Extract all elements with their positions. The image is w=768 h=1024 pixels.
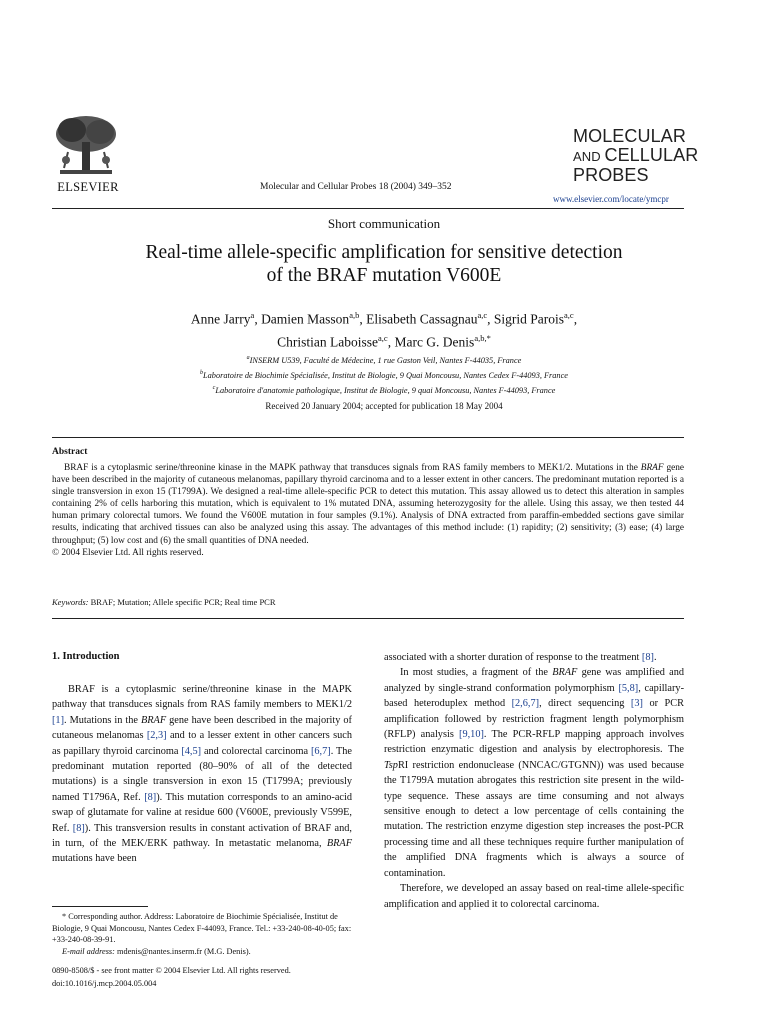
affiliation-item: $^c$Laboratoire d'anatomie pathologique, Institut de Biologie, 9 quai Moncousu, Nantes F-44093, France <box>212 384 556 395</box>
citation-link[interactable]: [8] <box>641 652 654 663</box>
article-title: Real-time allele-specific amplification for sensitive detection of the BRAF mutation V600E <box>145 242 623 286</box>
corresponding-author-footnote: * Corresponding author. Address: Laboratoire de Biochimie Spécialisée, Institut de Biologie, 9 Quai Moncousu, Nantes Cedex F-44093, France. Tel.: +33-240-08-40-05; fax: +33-240-08-39-91. E-mail address: mdenis@nantes.inserm.fr (M.G. Denis). <box>52 912 352 956</box>
right-column-body: associated with a shorter duration of response to the treatment [8]. In most studies, a fragment of the BRAF gene was amplified and analyzed by single-strand conformation polymorphism [5,8], capillary-based heteroduplex method [2,6,7], direct sequencing [3] or PCR amplification followed by restriction fragment length polymorphism (RFLP) analysis [9,10]. The PCR-RFLP mapping approach involves restriction enzymatic digestion and analysis by electrophoresis. The TspRI restriction endonuclease (NNCAC/GTGNN)) was used because the T1799A mutation abrogates this restriction site present in the wild-type sequence. These assays are time consuming and not always sensitive enough to detect a low percentage of cells containing the mutation. The restriction enzyme digestion step increases the post-PCR processing time and all these techniques require further manipulation of the amplified DNA fragments which is always a source of contamination. Therefore, we developed an assay based on real-time allele-specific amplification and applied it to colorectal carcinoma. <box>384 652 684 910</box>
author-name: Sigrid Parois <box>493 311 565 327</box>
citation-link[interactable]: [8] <box>144 791 157 803</box>
received-dates: Received 20 January 2004; accepted for publication 18 May 2004 <box>265 401 503 411</box>
journal-name-line3: PROBES <box>573 165 649 185</box>
journal-logo <box>573 127 698 185</box>
footnote-divider <box>52 906 148 907</box>
copyright: © 2004 Elsevier Ltd. All rights reserved. <box>52 547 204 558</box>
abstract-heading: Abstract <box>52 447 88 457</box>
doi-line[interactable]: doi:10.1016/j.mcp.2004.05.004 <box>52 979 157 988</box>
section-type: Short communication <box>327 216 441 231</box>
section-heading-introduction: 1. Introduction <box>52 651 120 662</box>
publisher-name: ELSEVIER <box>57 180 119 194</box>
journal-url-link[interactable]: www.elsevier.com/locate/ymcpr <box>553 194 669 204</box>
citation-link[interactable]: [2,6,7] <box>511 698 540 710</box>
author-name: Christian Laboisse <box>277 334 379 349</box>
issn-line: 0890-8508/$ - see front matter © 2004 Elsevier Ltd. All rights reserved. <box>52 966 291 975</box>
front-matter-info <box>52 964 291 990</box>
citation-link[interactable]: [9,10] <box>459 729 484 741</box>
email-link[interactable]: mdenis@nantes.inserm.fr (M.G. Denis). <box>114 946 251 956</box>
citation-link[interactable]: [4,5] <box>181 745 202 757</box>
citation-link[interactable]: [8] <box>72 822 85 834</box>
citation-link[interactable]: [1] <box>52 714 65 726</box>
citation-link[interactable]: [5,8] <box>618 682 639 694</box>
abstract-top-divider <box>52 437 684 438</box>
keywords: Keywords: BRAF; Mutation; Allele specific PCR; Real time PCR <box>52 597 276 607</box>
affiliation-item: $^a$INSERM U539, Faculté de Médecine, 1 rue Gaston Veil, Nantes F-44035, France <box>246 355 522 365</box>
citation-link[interactable]: [3] <box>630 698 643 710</box>
affiliations <box>60 352 708 396</box>
citation-link[interactable]: [6,7] <box>310 745 331 757</box>
affiliation-item: $^b$Laboratoire de Biochimie Spécialisée, Institut de Biologie, 9 Quai Moncousu, Nantes Cedex F-44093, France <box>200 369 568 380</box>
journal-name-line2: AND CELLULAR <box>573 145 699 165</box>
journal-citation: Molecular and Cellular Probes 18 (2004) 349–352 <box>260 182 452 192</box>
citation-link[interactable]: [2,3] <box>146 730 167 742</box>
abstract-bottom-divider <box>52 618 684 619</box>
abstract-text: BRAF is a cytoplasmic serine/threonine kinase in the MAPK pathway that transduces signals from RAS family members to MEK1/2. Mutations in the BRAF gene have been described in the majority of cutaneous melanomas, papillary thyroid carcinoma and to a lesser extent in other cancers. The predominant mutation reported is a single transversion in exon 15 (T1799A). We designed a real-time allele-specific PCR to detect this mutation. This assay allowed us to detect this alteration in samples containing 2% of cells harboring this mutation, which is equivalent to 1% mutated DNA, assuming heterozygosity for the allele. Using this assay, we then tested 44 human primary colorectal tumors. We found the V600E mutation in four samples (9.1%). Analysis of DNA extracted from paraffin-embedded sections gave similar results, indicating that archived tissues can also be analyzed using this assay. The advantages of this method include: (1) rapidity; (2) sensitivity; (3) ease; (4) large throughput; (5) low cost and (6) the small quantities of DNA needed. © 2004 Elsevier Ltd. All rights reserved. <box>52 463 685 558</box>
introduction-body: BRAF is a cytoplasmic serine/threonine kinase in the MAPK pathway that transduces signals from RAS family members to MEK1/2 [1]. Mutations in the BRAF gene have been described in the majority of cutaneous melanomas [2,3] and to a lesser extent in other cancers such as papillary thyroid carcinoma [4,5] and colorectal carcinoma [6,7]. The predominant mutation reported (80–90% of all of the detected mutations) is a single transversion in exon 15 (T1799A; previously named T1796A, Ref. [8]). This mutation corresponds to an amino-acid swap of glutamate for valine at residue 600 (V600E, previously V599E, Ref. [8]). This transversion results in constant activation of BRAF and, in turn, of the MEK/ERK pathway. In metastatic melanoma, BRAF mutations have been <box>52 684 353 865</box>
author-name: Anne Jarry <box>190 311 251 327</box>
author-list: Anne Jarry$^a$, Damien Masson$^{a,b}$, Elisabeth Cassagnau$^{a,c}$, Sigrid Parois$^{a,c}$, Christian Laboisse$^{a,c}$, Marc G. Denis$^{a,b,*}$ <box>190 310 578 349</box>
author-name: Damien Masson <box>261 311 350 327</box>
elsevier-tree-logo <box>50 112 122 178</box>
author-name: Elisabeth Cassagnau <box>366 311 478 327</box>
header-divider <box>52 208 684 209</box>
author-name: Marc G. Denis <box>394 334 475 349</box>
journal-name-line1: MOLECULAR <box>573 126 686 146</box>
